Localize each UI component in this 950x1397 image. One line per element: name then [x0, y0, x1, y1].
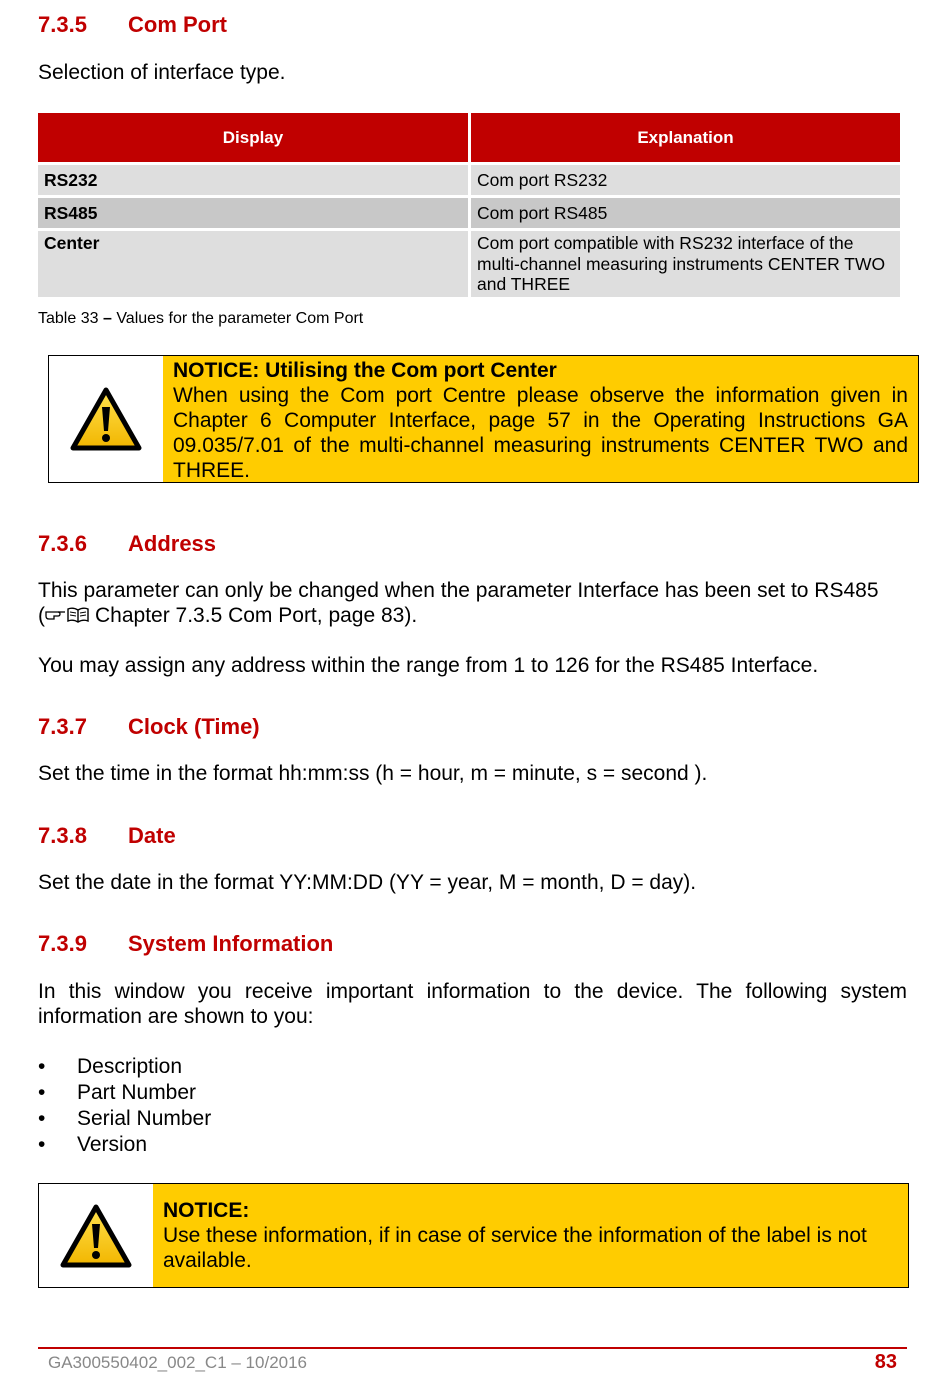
- heading-7-3-7: [38, 714, 260, 740]
- ref-text: Chapter 7.3.5 Com Port, page 83).: [95, 604, 418, 627]
- system-info-list: [38, 1054, 211, 1158]
- list-item: • Version: [38, 1132, 211, 1158]
- heading-7-3-5: [38, 12, 227, 38]
- table-row: [38, 231, 900, 297]
- notice-body: Use these information, if in case of service the information of the label is not available.: [163, 1224, 867, 1272]
- footer-divider: [38, 1347, 907, 1349]
- section-title: Clock (Time): [128, 714, 260, 739]
- caption-number: Table 33: [38, 310, 99, 327]
- table-caption: [38, 310, 363, 328]
- table-header-display: Display: [38, 113, 468, 162]
- table-cell-explanation: Com port RS485: [471, 198, 900, 228]
- heading-7-3-8: [38, 823, 176, 849]
- table-header-row: [38, 113, 900, 162]
- table-cell-explanation: Com port RS232: [471, 165, 900, 195]
- table-cell-display: RS485: [38, 198, 468, 228]
- warning-icon: [60, 1204, 132, 1268]
- caption-dash: –: [102, 310, 112, 327]
- intro-text: Selection of interface type.: [38, 61, 286, 84]
- section-number: 7.3.8: [38, 823, 87, 848]
- list-item: • Serial Number: [38, 1106, 211, 1132]
- list-item: • Description: [38, 1054, 211, 1080]
- ref-open-paren: (: [38, 604, 45, 627]
- book-icon: [67, 607, 89, 623]
- table-header-explanation: Explanation: [471, 113, 900, 162]
- system-info-paragraph: In this window you receive important information to the device. The following system information are shown to you:: [38, 980, 907, 1028]
- notice-box-system-info: [38, 1183, 909, 1288]
- table-row: [38, 165, 900, 195]
- notice-text: [153, 1184, 908, 1287]
- section-title: Com Port: [128, 12, 227, 37]
- notice-title: NOTICE:: [163, 1199, 250, 1222]
- section-number: 7.3.7: [38, 714, 87, 739]
- section-title: Address: [128, 531, 217, 556]
- date-paragraph: Set the date in the format YY:MM:DD (YY = year, M = month, D = day).: [38, 871, 697, 894]
- address-paragraph-1: [38, 578, 907, 628]
- table-cell-explanation: Com port compatible with RS232 interface of the multi-channel measuring instruments CENTER TWO and THREE: [471, 231, 900, 297]
- table-cell-display: RS232: [38, 165, 468, 195]
- notice-title: NOTICE: Utilising the Com port Center: [173, 359, 557, 382]
- com-port-table: [35, 110, 903, 300]
- notice-text: [163, 356, 918, 482]
- warning-icon: [70, 387, 142, 451]
- heading-7-3-9: [38, 931, 333, 957]
- table-cell-display: Center: [38, 231, 468, 297]
- section-number: 7.3.9: [38, 931, 87, 956]
- clock-paragraph: Set the time in the format hh:mm:ss (h = hour, m = minute, s = second ).: [38, 762, 708, 785]
- notice-body: When using the Com port Centre please observe the information given in Chapter 6 Computer Interface, page 57 in the Operating Instructions GA 09.035/7.01 of the multi-channel measuring instruments CENTER TWO and THREE.: [173, 384, 908, 482]
- notice-icon-cell: [49, 356, 163, 482]
- table-row: [38, 198, 900, 228]
- notice-box-com-port: [48, 355, 919, 483]
- section-number: 7.3.6: [38, 531, 87, 556]
- address-paragraph-2: You may assign any address within the range from 1 to 126 for the RS485 Interface.: [38, 654, 819, 677]
- section-title: Date: [128, 823, 176, 848]
- footer-document-id: GA300550402_002_C1 – 10/2016: [48, 1353, 308, 1372]
- section-title: System Information: [128, 931, 334, 956]
- page-number: 83: [874, 1351, 897, 1373]
- address-reference: [38, 603, 907, 628]
- heading-7-3-6: [38, 531, 216, 557]
- list-item: • Part Number: [38, 1080, 211, 1106]
- address-text: This parameter can only be changed when the parameter Interface has been set to RS485: [38, 579, 879, 602]
- caption-text: Values for the parameter Com Port: [116, 310, 364, 327]
- notice-icon-cell: [39, 1184, 153, 1287]
- section-number: 7.3.5: [38, 12, 87, 37]
- pointing-hand-icon: [45, 607, 67, 621]
